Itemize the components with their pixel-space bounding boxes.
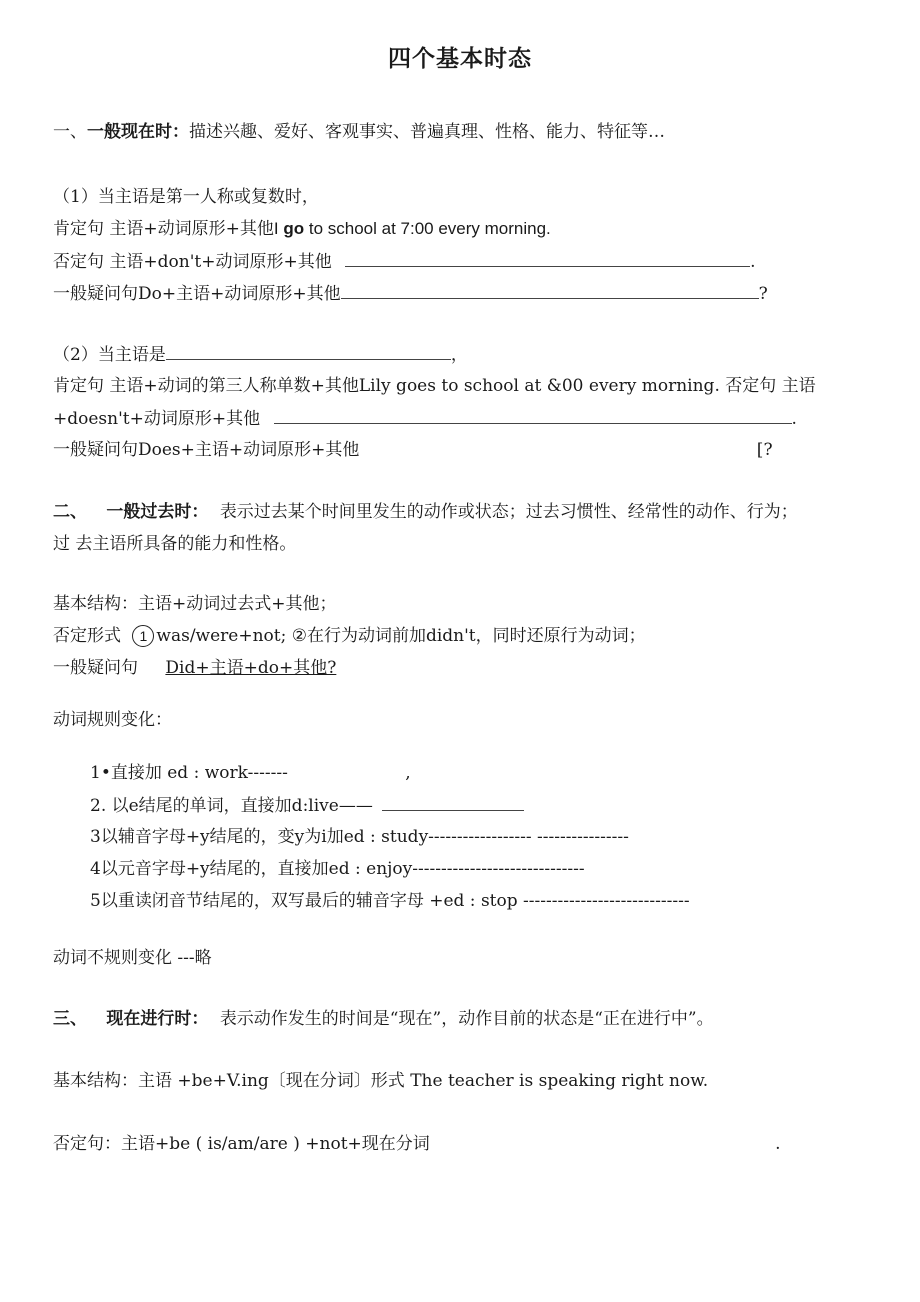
- p1-question-end: ?: [758, 284, 768, 304]
- section3-basic-structure: 基本结构：主语 +be+V.ing〔现在分词〕形式 The teacher is speaking right now.: [53, 1071, 709, 1091]
- section1-heading: 一般现在时：: [87, 122, 189, 142]
- p2-question-end: ?: [763, 440, 773, 460]
- p2-condition-end: ，: [450, 345, 468, 365]
- section2-negative-label: 否定形式: [53, 626, 121, 646]
- rule-1: 1•直接加 ed : work-------: [90, 763, 288, 783]
- p2-condition-blank: [166, 343, 451, 360]
- section2-negative-text: was/were+not; ②在行为动词前加didn't，同时还原行为动词；: [156, 626, 646, 646]
- section2-description-1: 表示过去某个时间里发生的动作或状态；过去习惯性、经常性的动作、行为；: [219, 502, 798, 522]
- section3-heading-line: [53, 1008, 714, 1030]
- section2-question-label: 一般疑问句: [53, 658, 138, 678]
- p2-negative-blank: [274, 407, 792, 424]
- p1-negative-end: .: [750, 252, 756, 272]
- p2-negative-line: [53, 407, 797, 430]
- p2-condition-label: （2）当主语是: [53, 345, 166, 365]
- rules-title: 动词规则变化：: [53, 710, 172, 730]
- p1-affirmative-example-post: to school at 7:00 every morning.: [304, 219, 551, 238]
- rule-1-end: ,: [405, 763, 411, 783]
- section3-heading: 现在进行时：: [106, 1009, 209, 1029]
- p1-question-label: 一般疑问句Do+主语+动词原形+其他: [53, 284, 341, 304]
- p2-condition-line: [53, 343, 468, 366]
- section2-question-text: Did+主语+do+其他?: [165, 658, 337, 678]
- p2-question-mark: [: [756, 440, 764, 460]
- section3-negative-line: [53, 1133, 781, 1155]
- circled-number-one: 1: [132, 625, 154, 647]
- rule-1-line: [90, 762, 411, 784]
- section2-negative-line: [53, 625, 646, 647]
- irregular-verbs-note: 动词不规则变化 ---略: [53, 948, 212, 968]
- section2-number: 二、: [53, 502, 87, 522]
- p1-affirmative-label: 肯定句 主语+动词原形+其他: [53, 219, 274, 239]
- p2-negative-label: +doesn't+动词原形+其他: [53, 409, 261, 429]
- p1-affirmative-line: [53, 218, 551, 240]
- rule-3: 3以辅音字母+y结尾的，变y为i加ed : study------------------ ----------------: [90, 827, 629, 847]
- section1-description: 描述兴趣、爱好、客观事实、普遍真理、性格、能力、特征等…: [189, 122, 665, 142]
- section2-heading-line: [53, 501, 798, 523]
- p1-negative-label: 否定句 主语+don't+动词原形+其他: [53, 252, 332, 272]
- rule-2-line: [90, 794, 524, 817]
- section3-description: 表示动作发生的时间是“现在”，动作目前的状态是“正在进行中”。: [219, 1009, 714, 1029]
- section1-heading-line: [53, 121, 665, 143]
- section2-question-line: [53, 657, 336, 679]
- rule-2: 2. 以e结尾的单词，直接加d:live——: [90, 796, 373, 816]
- section3-negative-end: .: [775, 1134, 781, 1154]
- section1-number: 一、: [53, 122, 87, 142]
- p1-question-line: [53, 282, 768, 305]
- section3-negative-text: 否定句：主语+be ( is/am/are ) +not+现在分词: [53, 1134, 430, 1154]
- section2-basic-structure: 基本结构：主语+动词过去式+其他；: [53, 594, 337, 614]
- page-title: 四个基本时态: [388, 46, 532, 72]
- p1-question-blank: [341, 282, 759, 299]
- p2-affirmative-line: 肯定句 主语+动词的第三人称单数+其他Lily goes to school at &00 every morning. 否定句 主语: [53, 376, 816, 396]
- p1-negative-blank: [345, 250, 750, 267]
- p2-question-line: [53, 439, 773, 461]
- p1-condition: （1）当主语是第一人称或复数时，: [53, 187, 319, 207]
- p1-negative-line: [53, 250, 756, 273]
- rule-2-blank: [382, 794, 524, 811]
- rule-5: 5以重读闭音节结尾的，双写最后的辅音字母 +ed : stop -----------------------------: [90, 891, 690, 911]
- rule-4: 4以元音字母+y结尾的，直接加ed : enjoy------------------------------: [90, 859, 585, 879]
- p2-question-label: 一般疑问句Does+主语+动词原形+其他: [53, 440, 360, 460]
- p2-negative-end: .: [791, 409, 797, 429]
- section2-description-2: 过 去主语所具备的能力和性格。: [53, 534, 297, 554]
- p1-affirmative-example-verb: go: [283, 219, 305, 238]
- p1-affirmative-example-pre: I: [273, 219, 284, 238]
- section2-heading: 一般过去时：: [106, 502, 209, 522]
- section3-number: 三、: [53, 1009, 87, 1029]
